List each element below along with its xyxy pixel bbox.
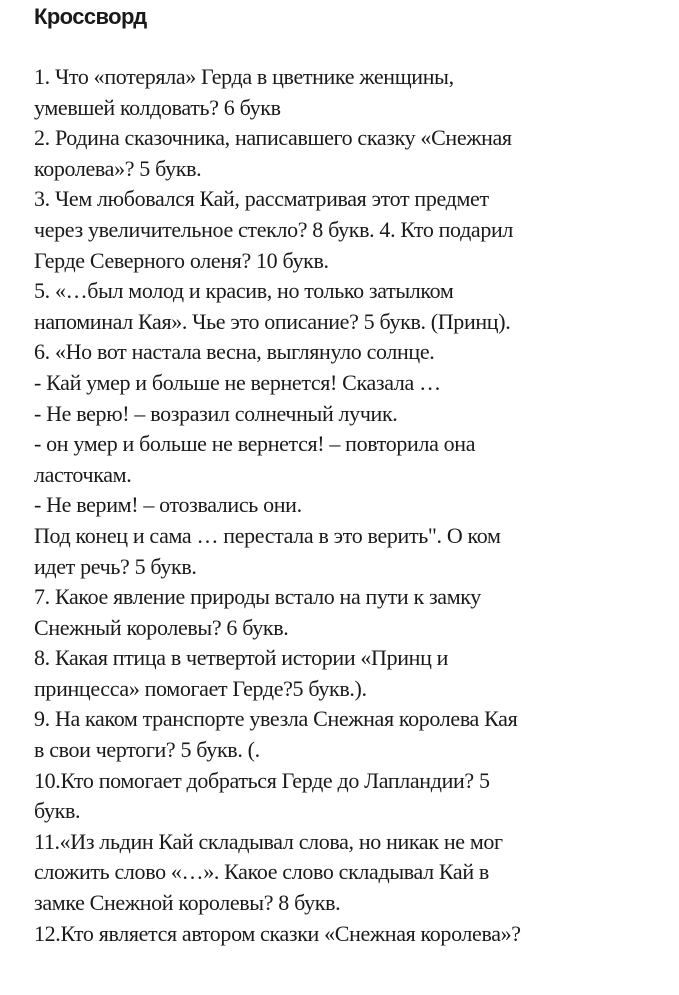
text-line: 7. Какое явление природы встало на пути к замку (34, 584, 481, 610)
text-line: - Не верю! – возразил солнечный лучик. (34, 400, 398, 426)
text-line: - Кай умер и больше не вернется! Сказала … (34, 369, 441, 395)
text-line: 10.Кто помогает добраться Герде до Лапландии? 5 (34, 767, 490, 793)
text-line: - он умер и больше не вернется! – повторила она (34, 431, 476, 457)
text-line: 1. Что «потеряла» Герда в цветнике женщины, (34, 64, 454, 89)
text-line: - Не верим! – отозвались они. (34, 492, 302, 518)
text-line: 12.Кто является автором сказки «Снежная королева»? (34, 920, 521, 946)
text-line: напоминал Кая». Чье это описание? 5 букв. (Принц). (34, 308, 511, 334)
text-line: в свои чертоги? 5 букв. (. (34, 737, 260, 763)
text-line: Снежный королевы? 6 букв. (34, 614, 289, 640)
text-line: ласточкам. (34, 461, 132, 487)
text-line: принцесса» помогает Герде?5 букв.). (34, 675, 367, 701)
text-line: 11.«Из льдин Кай складывал слова, но никак не мог (34, 828, 503, 854)
text-line: 6. «Но вот настала весна, выглянуло солнце. (34, 339, 435, 365)
text-line: Под конец и сама … перестала в это верить". О ком (34, 522, 501, 548)
text-line: через увеличительное стекло? 8 букв. 4. Кто подарил (34, 216, 514, 242)
text-line: Герде Северного оленя? 10 букв. (34, 247, 329, 273)
text-line: идет речь? 5 букв. (34, 553, 197, 579)
document-title: Кроссворд (34, 4, 147, 29)
text-line: 5. «…был молод и красив, но только затылком (34, 278, 454, 304)
text-line: замке Снежной королевы? 8 букв. (34, 890, 341, 916)
text-line: 2. Родина сказочника, написавшего сказку «Снежная (34, 125, 512, 151)
text-line: королева»? 5 букв. (34, 155, 202, 181)
text-line: 9. На каком транспорте увезла Снежная королева Кая (34, 706, 518, 732)
text-line: умевшей колдовать? 6 букв (34, 94, 281, 120)
text-line: 3. Чем любовался Кай, рассматривая этот предмет (34, 186, 489, 212)
crossword-questions (34, 62, 674, 949)
text-line: сложить слово «…». Какое слово складывал Кай в (34, 859, 489, 885)
text-line: 8. Какая птица в четвертой истории «Принц и (34, 645, 449, 671)
text-line: букв. (34, 798, 81, 824)
